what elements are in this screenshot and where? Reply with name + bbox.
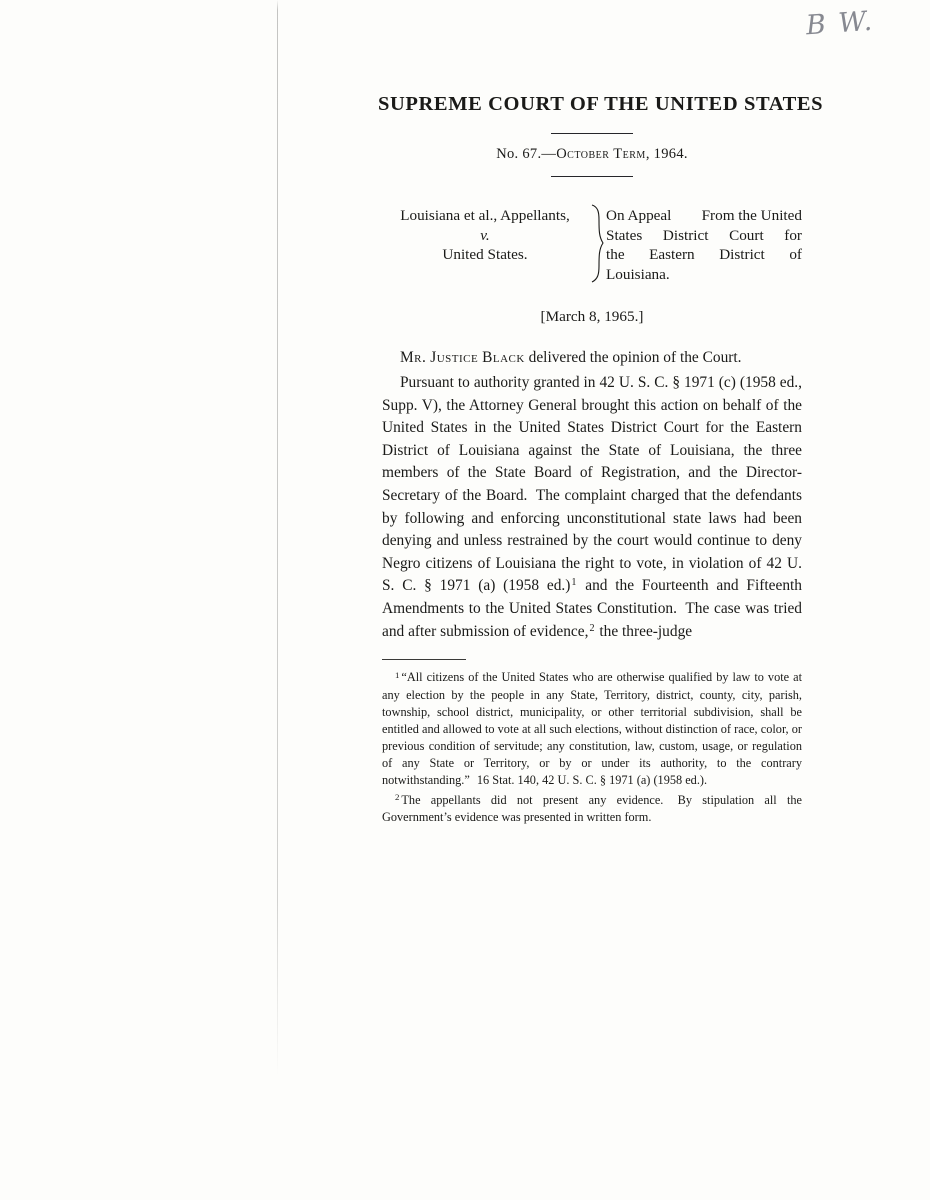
versus-label: v. [480,226,490,244]
justice-name: Black [482,349,525,367]
term-year: , 1964. [645,146,688,162]
footnote-2-text-a: The appellants did not present any evidence. [401,793,664,808]
caption-brace [588,204,606,284]
opinion-author-rest: delivered the opinion of the Court. [524,349,742,367]
posture-line-4: Louisiana. [606,265,670,283]
opinion-body [382,326,802,643]
posture-line-3-b: Eastern [649,246,695,264]
footnote-2-marker: 2 [395,792,400,803]
case-caption-posture [606,204,802,284]
posture-line-1-a: On Appeal [606,207,672,224]
footnote-1-text-a: “All citizens of the United States who are otherwise qualified by law to vote at any election by the people in any State, Territory, district, county, city, parish, township, school district, municipality, or other territorial subdivision, shall be entitled and allowed to vote at all such elections, without distinction of race, color, or previous condition of servitude; any constitution, law, custom, usage, or regulation of any State or Territory, or by or under its authority, to the contrary notwithstanding.” [382,670,802,788]
curly-brace-icon [590,204,604,284]
posture-line-3-d: of [789,246,802,264]
footnote-1-text-b: 16 Stat. 140, 42 U. S. C. § 1971 (a) (1958 ed.). [476,773,708,788]
paragraph-1-segment-a: Pursuant to authority granted in 42 U. S. C. § 1971 (c) (1958 ed., Supp. V), the Attorney General brought this action on behalf of the United States in the United States District Court for the Eastern District of Louisiana against the State of Louisiana, the three members of the State Board of Registration, and the Director-Secretary of the Board. [382,373,802,504]
posture-line-1-b: From the United [701,207,802,224]
text-column [378,0,824,826]
paragraph-1-segment-c: and the Fourteenth and Fifteenth Amendments to the United States Constitution. [382,577,802,617]
footnote-2 [382,792,802,826]
posture-line-3 [606,245,802,265]
footnote-separator-rule [382,659,466,660]
docket-term-line [382,134,802,163]
posture-line-3-a: the [606,246,625,264]
paragraph-1-segment-b: The complaint charged that the defendants by following and enforcing unconstitutional state laws had been denying and unless restrained by the court would continue to deny Negro citizens of Louisiana the right to vote, in violation of 42 U. S. C. § 1971 (a) (1958 ed.) [382,486,803,595]
appellants-party: Louisiana et al., Appellants, [400,207,570,224]
posture-line-2-a: States [606,226,643,244]
posture-line-2-b: District [662,226,709,244]
posture-line-2-c: Court [729,226,764,244]
page-fold-line [277,0,278,1076]
justice-honorific: Mr. [400,349,427,367]
footnote-2-text-b: By stipulation all the Government’s evidence was presented in written form. [382,793,803,825]
posture-line-2-d: for [784,226,802,244]
paragraph-1-segment-e: the three-judge [595,622,693,640]
footnote-section [382,669,802,826]
opinion-author-line [382,347,802,370]
docket-divider-rule [551,176,633,177]
footnote-ref-1[interactable]: 1 [571,577,577,589]
footnote-ref-2[interactable]: 2 [589,622,595,634]
appellee-party: United States. [442,246,528,264]
justice-title: Justice [430,349,479,367]
posture-line-2 [606,226,802,246]
term-label: October Term [556,146,646,162]
footnote-1 [382,669,802,789]
posture-line-3-c: District [719,246,765,264]
docket-number: No. 67.— [496,146,557,162]
handwritten-initials-annotation: B W. [805,5,876,42]
footnote-1-marker: 1 [395,669,400,680]
posture-line-1 [606,206,802,226]
paragraph-1-segment-d: The case was tried and after submission of evidence, [382,599,802,640]
page-title: SUPREME COURT OF THE UNITED STATES [378,93,824,115]
case-caption [382,204,802,284]
opinion-paragraph-1 [382,372,802,643]
case-caption-parties [382,204,588,284]
decision-date: [March 8, 1965.] [540,308,644,326]
